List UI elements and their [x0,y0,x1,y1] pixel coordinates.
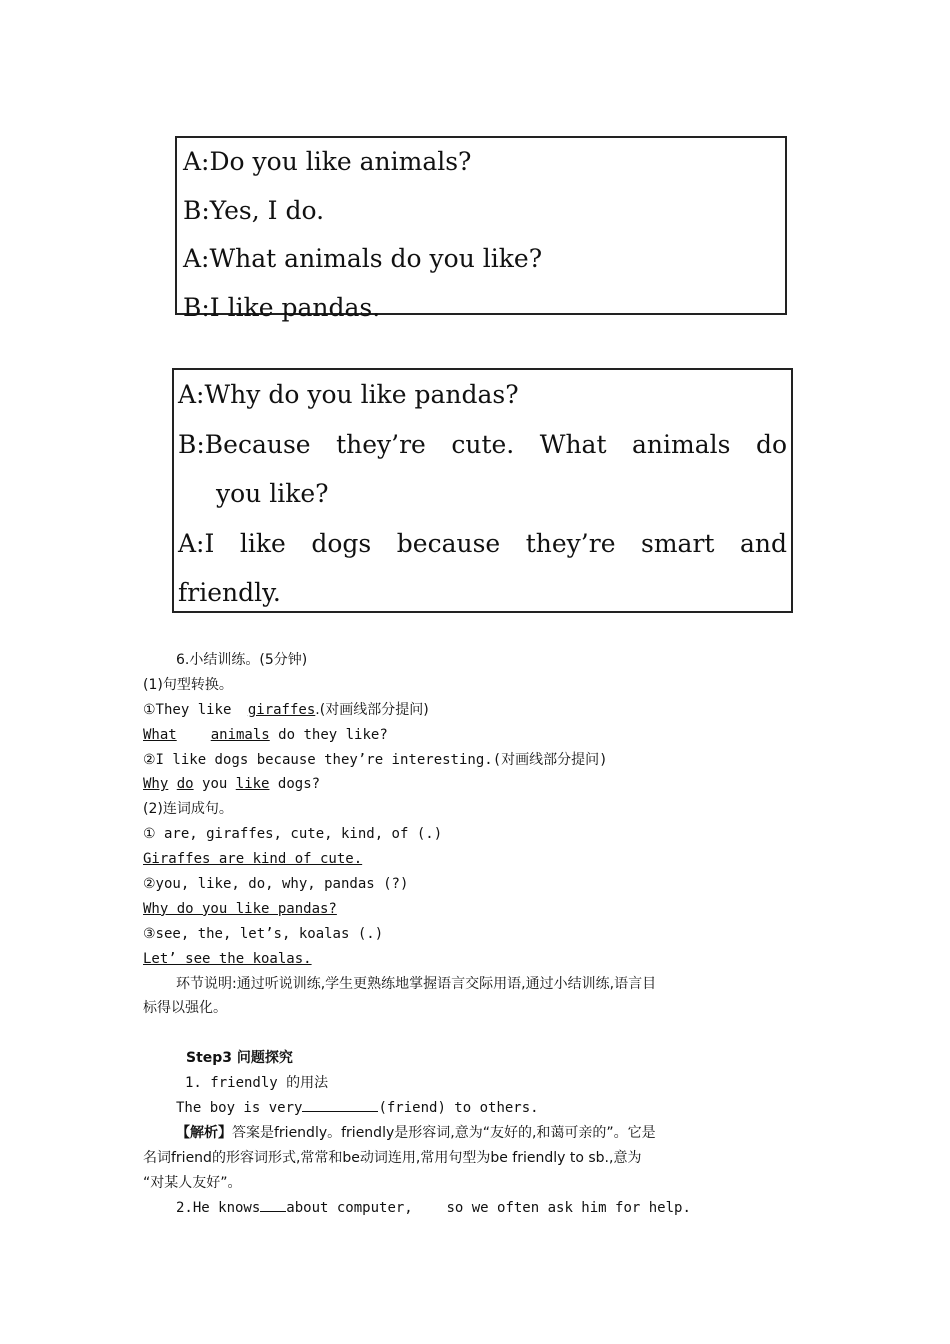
dialogue-line: B:Because they’re cute. What animals do [178,429,787,459]
answer-word: animals [210,726,270,743]
item-title: 1. friendly 的用法 [185,1075,329,1092]
exercise-question: ③see, the, let’s, koalas (.) [143,925,384,942]
example-text: (friend) to others. [378,1100,539,1117]
answer-word: do [176,776,194,793]
exercise-question: ②I like dogs because they’re interesting.(对画线部分提问) [143,751,608,768]
dialogue-box-1 [175,136,787,322]
answer-text: dogs? [277,776,321,793]
exercise-answer [143,723,808,748]
answer-blank [260,1197,286,1212]
dialogue-line: A:I like dogs because they’re smart and [178,528,787,558]
subsection-title: (1)句型转换。 [143,676,233,693]
document-body [143,648,808,1220]
dialogue-line: friendly. [178,578,281,607]
step-title: Step3 问题探究 [186,1050,293,1067]
dialogue-line: B:I like pandas. [183,292,381,322]
answer-word: you [202,776,228,793]
item-question [143,1196,808,1221]
answer-word: What [143,726,177,743]
analysis-line: “对某人友好”。 [143,1174,242,1191]
exercise-answer [143,772,808,797]
dialogue-line: A:What animals do you like? [183,244,543,273]
question-text: .(对画线部分提问) [315,701,429,718]
dialogue-box-2 [172,368,793,613]
section-heading: 6.小结训练。(5分钟) [176,652,308,668]
example-sentence [143,1096,808,1121]
section-note: 环节说明:通过听说训练,学生更熟练地掌握语言交际用语,通过小结训练,语言目 [176,975,657,992]
dialogue-line: you like? [216,479,329,508]
exercise-question: ① are, giraffes, cute, kind, of (.) [143,826,443,843]
exercise-answer: Why do you like pandas? [143,900,337,917]
question-text: ①They like [143,701,240,718]
dialogue-line: A:Why do you like pandas? [178,380,519,409]
dialogue-line: A:Do you like animals? [183,147,472,176]
answer-text: do they like? [278,726,388,743]
underlined-word: giraffes [247,701,316,718]
answer-word: Why [143,776,169,793]
analysis-line: 名词friend的形容词形式,常常和be动词连用,常用句型为be friendly to sb.,意为 [143,1149,642,1166]
exercise-answer: Giraffes are kind of cute. [143,851,363,868]
exercise-question: ②you, like, do, why, pandas (?) [143,876,409,893]
subsection-title: (2)连词成句。 [143,801,233,818]
dialogue-line: B:Yes, I do. [183,195,325,225]
answer-word: like [235,776,270,793]
exercise-answer: Let’ see the koalas. [143,950,312,967]
section-note: 标得以强化。 [143,1000,227,1017]
answer-blank [302,1097,378,1112]
exercise-question [143,698,808,723]
example-text: The boy is very [176,1100,303,1117]
question-text: 2.He knows [176,1199,261,1216]
analysis-text: 答案是friendly。friendly是形容词,意为“友好的,和蔼可亲的”。它是 [232,1124,656,1141]
analysis-line [143,1121,808,1146]
analysis-label: 【解析】 [176,1124,232,1141]
question-text: about computer, so we often ask him for help. [286,1199,691,1216]
